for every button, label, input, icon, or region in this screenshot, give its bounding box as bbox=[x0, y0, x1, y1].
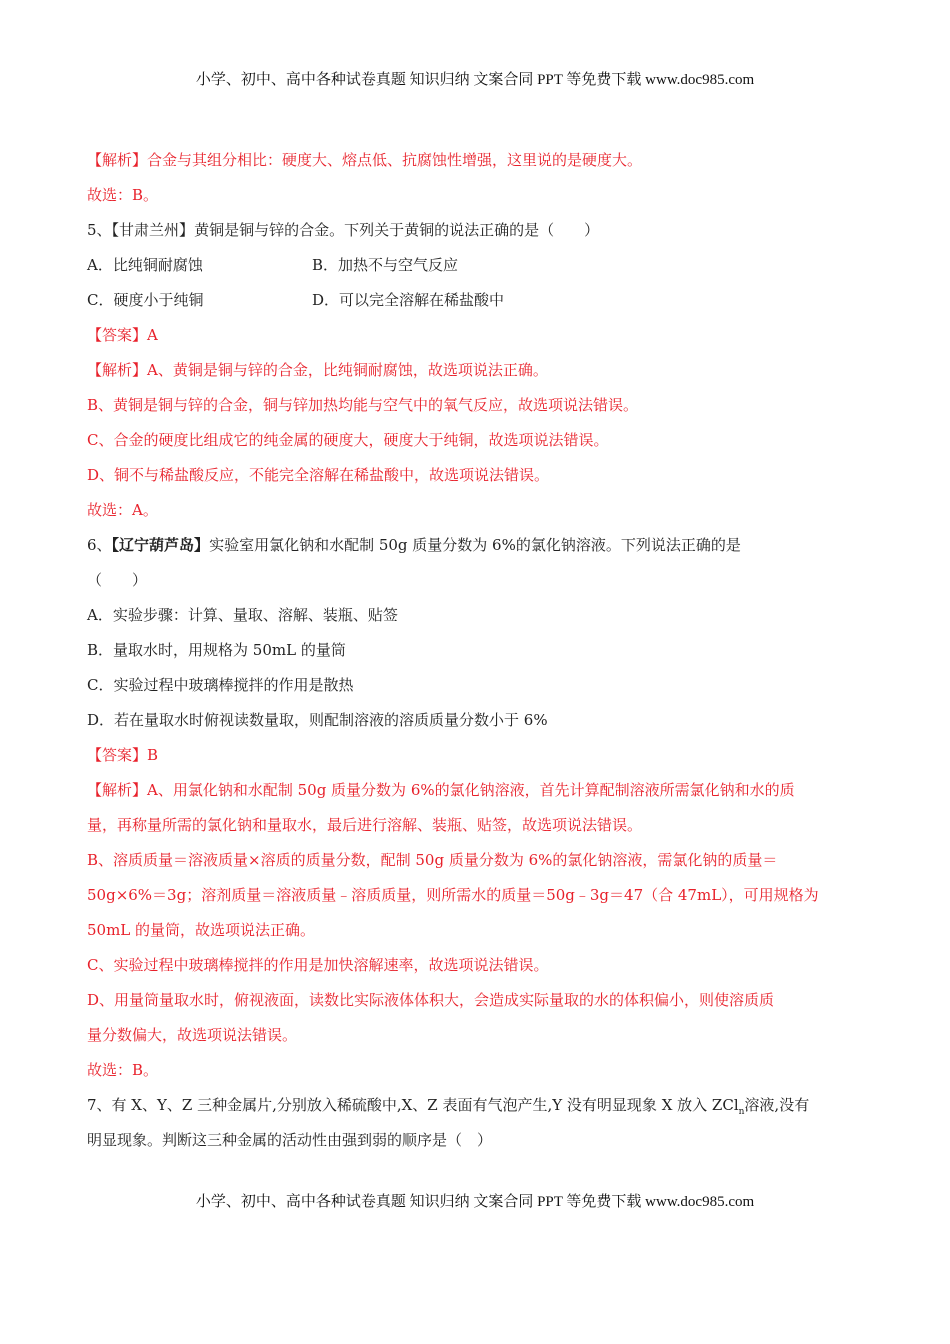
q5-option-b: B．加热不与空气反应 bbox=[312, 256, 459, 274]
q5-option-c: C．硬度小于纯铜 bbox=[87, 291, 204, 309]
q5-source: 【甘肃兰州】 bbox=[111, 221, 195, 239]
q5-analysis-c: C、合金的硬度比组成它的纯金属的硬度大，硬度大于纯铜，故选项说法错误。 bbox=[87, 431, 609, 449]
page-footer: 小学、初中、高中各种试卷真题 知识归纳 文案合同 PPT 等免费下载 www.doc985.com bbox=[195, 1194, 755, 1210]
q6-analysis-line-7: D、用量筒量取水时，俯视液面，读数比实际液体体积大，会造成实际量取的水的体积偏小，则使溶质质 bbox=[87, 991, 775, 1009]
q5-answer: 【答案】A bbox=[87, 326, 158, 344]
q7-subscript: n bbox=[738, 1107, 745, 1117]
q5-stem bbox=[87, 213, 867, 248]
prev-choice: 故选：B。 bbox=[87, 186, 159, 204]
q5-stem-text: 黄铜是铜与锌的合金。下列关于黄铜的说法正确的是（ ） bbox=[194, 221, 600, 239]
q5-number: 5、 bbox=[87, 221, 112, 239]
q7-stem-line-1 bbox=[87, 1088, 867, 1123]
q6-analysis-line-4: 50g×6%＝3g；溶剂质量＝溶液质量﹣溶质质量，则所需水的质量＝50g﹣3g＝47（合 47mL），可用规格为 bbox=[87, 886, 819, 904]
q5-option-d: D．可以完全溶解在稀盐酸中 bbox=[312, 291, 505, 309]
q6-analysis-line-8: 量分数偏大，故选项说法错误。 bbox=[87, 1026, 298, 1044]
q6-analysis-line-1: 【解析】A、用氯化钠和水配制 50g 质量分数为 6%的氯化钠溶液，首先计算配制溶液所需氯化钠和水的质 bbox=[87, 781, 795, 799]
q6-analysis-line-5: 50mL 的量筒，故选项说法正确。 bbox=[87, 921, 316, 939]
prev-analysis: 【解析】合金与其组分相比：硬度大、熔点低、抗腐蚀性增强，这里说的是硬度大。 bbox=[87, 151, 643, 169]
q7-stem-part-1: 7、有 X、Y、Z 三种金属片,分别放入稀硫酸中,X、Z 表面有气泡产生,Y 没有明显现象 X 放入 ZCl bbox=[87, 1096, 739, 1114]
q5-choice: 故选：A。 bbox=[87, 501, 158, 519]
q6-analysis-line-3: B、溶质质量＝溶液质量×溶质的质量分数，配制 50g 质量分数为 6%的氯化钠溶液，需氯化钠的质量＝ bbox=[87, 851, 778, 869]
q6-choice: 故选：B。 bbox=[87, 1061, 159, 1079]
q5-options-row-2 bbox=[87, 283, 867, 318]
q5-options-row-1 bbox=[87, 248, 867, 283]
q6-number: 6、 bbox=[87, 536, 112, 554]
q7-stem-part-2: 溶液,没有 bbox=[744, 1096, 810, 1114]
q6-analysis-line-2: 量，再称量所需的氯化钠和量取水，最后进行溶解、装瓶、贴签，故选项说法错误。 bbox=[87, 816, 643, 834]
q6-option-c: C．实验过程中玻璃棒搅拌的作用是散热 bbox=[87, 676, 354, 694]
q6-option-b: B．量取水时，用规格为 50mL 的量筒 bbox=[87, 641, 346, 659]
q6-option-d: D．若在量取水时俯视读数量取，则配制溶液的溶质质量分数小于 6% bbox=[87, 711, 548, 729]
q7-stem-line-2: 明显现象。判断这三种金属的活动性由强到弱的顺序是（ ） bbox=[87, 1131, 493, 1149]
q6-stem bbox=[87, 528, 867, 563]
page-header: 小学、初中、高中各种试卷真题 知识归纳 文案合同 PPT 等免费下载 www.doc985.com bbox=[195, 72, 755, 88]
q6-source: 【辽宁葫芦岛】 bbox=[111, 536, 210, 554]
q5-option-a: A．比纯铜耐腐蚀 bbox=[87, 256, 203, 274]
q5-analysis-b: B、黄铜是铜与锌的合金，铜与锌加热均能与空气中的氧气反应，故选项说法错误。 bbox=[87, 396, 639, 414]
q5-analysis-d: D、铜不与稀盐酸反应，不能完全溶解在稀盐酸中，故选项说法错误。 bbox=[87, 466, 550, 484]
q6-option-a: A．实验步骤：计算、量取、溶解、装瓶、贴签 bbox=[87, 606, 398, 624]
q6-analysis-line-6: C、实验过程中玻璃棒搅拌的作用是加快溶解速率，故选项说法错误。 bbox=[87, 956, 549, 974]
q6-answer: 【答案】B bbox=[87, 746, 159, 764]
q6-stem-text: 实验室用氯化钠和水配制 50g 质量分数为 6%的氯化钠溶液。下列说法正确的是 bbox=[209, 536, 741, 554]
q5-analysis-a: 【解析】A、黄铜是铜与锌的合金，比纯铜耐腐蚀，故选项说法正确。 bbox=[87, 361, 548, 379]
document-body bbox=[87, 143, 867, 1158]
q6-stem-cont: （ ） bbox=[87, 571, 148, 589]
